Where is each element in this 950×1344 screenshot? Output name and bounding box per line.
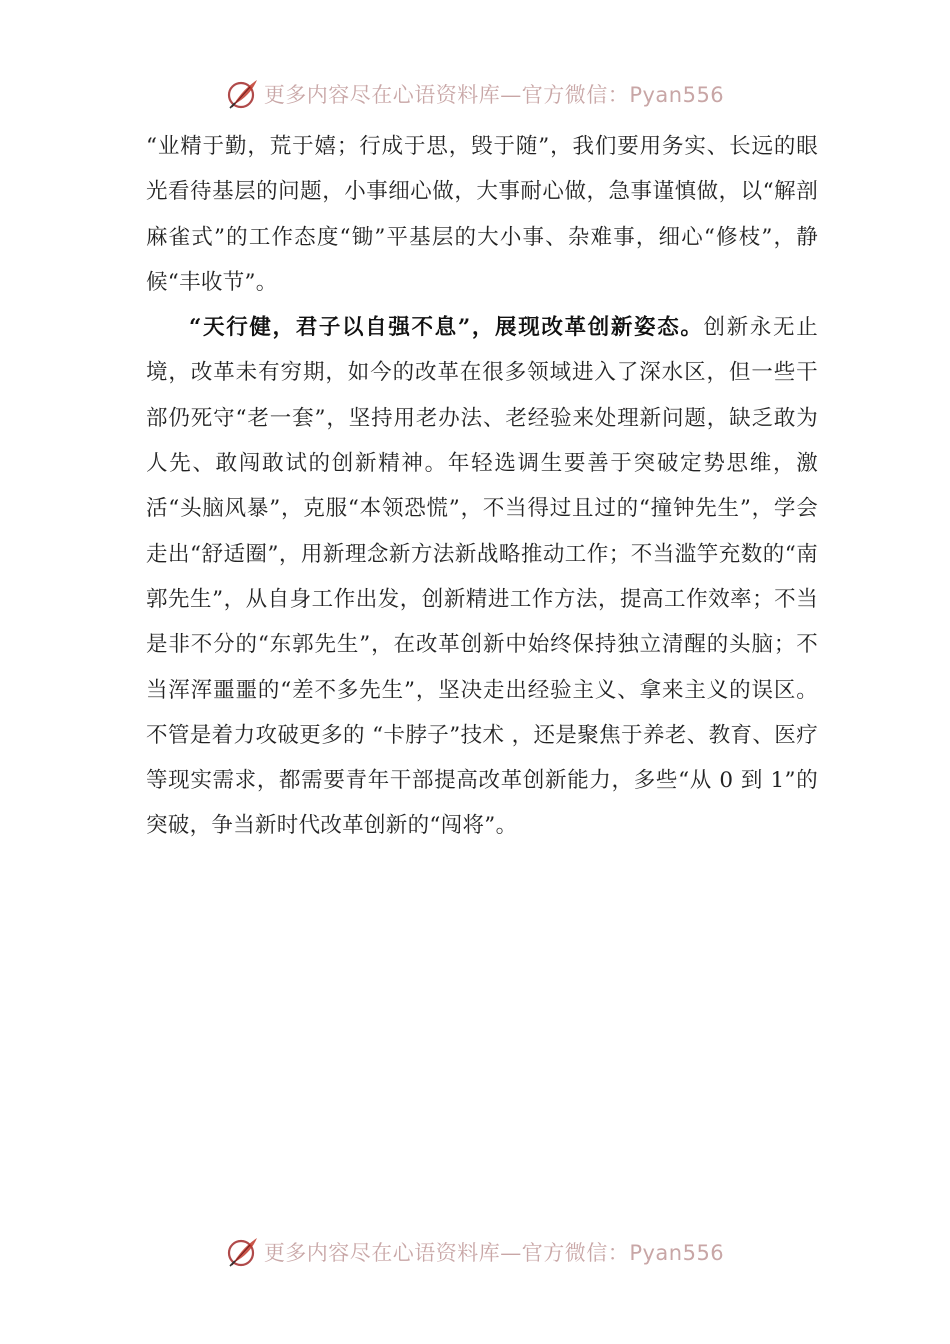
footer-banner [0, 1232, 950, 1272]
paragraph-1: “业精于勤，荒于嬉；行成于思，毁于随”，我们要用务实、长远的眼光看待基层的问题，小事细心做，大事耐心做，急事谨慎做，以“解剖麻雀式”的工作态度“锄”平基层的大小事、杂难事，细心“修枝”，静候“丰收节”。 [146, 134, 818, 295]
header-banner [0, 74, 950, 114]
document-body [146, 124, 818, 849]
paragraph-2-text: 创新永无止境，改革未有穷期，如今的改革在很多领域进入了深水区，但一些干部仍死守“老一套”，坚持用老办法、老经验来处理新问题，缺乏敢为人先、敢闯敢试的创新精神。年轻选调生要善于突破定势思维，激活“头脑风暴”，克服“本领恐慌”，不当得过且过的“撞钟先生”，学会走出“舒适圈”，用新理念新方法新战略推动工作；不当滥竽充数的“南郭先生”，从自身工作出发，创新精进工作方法，提高工作效率；不当是非不分的“东郭先生”，在改革创新中始终保持独立清醒的头脑；不当浑浑噩噩的“差不多先生”，坚决走出经验主义、拿来主义的误区。不管是着力攻破更多的 “卡脖子”技术 ，还是聚焦于养老、教育、医疗等现实需求，都需要青年干部提高改革创新能力，多些“从 0 到 1”的突破，争当新时代改革创新的“闯将”。 [146, 315, 818, 839]
header-banner-text: 更多内容尽在心语资料库—官方微信：Pyan556 [263, 83, 725, 107]
paragraph-2 [146, 305, 818, 849]
paragraph-2-heading: “天行健，君子以自强不息”，展现改革创新姿态。 [189, 315, 704, 341]
footer-banner-text: 更多内容尽在心语资料库—官方微信：Pyan556 [263, 1241, 725, 1265]
feather-pen-logo-icon [226, 77, 260, 111]
feather-pen-logo-icon [226, 1235, 260, 1269]
